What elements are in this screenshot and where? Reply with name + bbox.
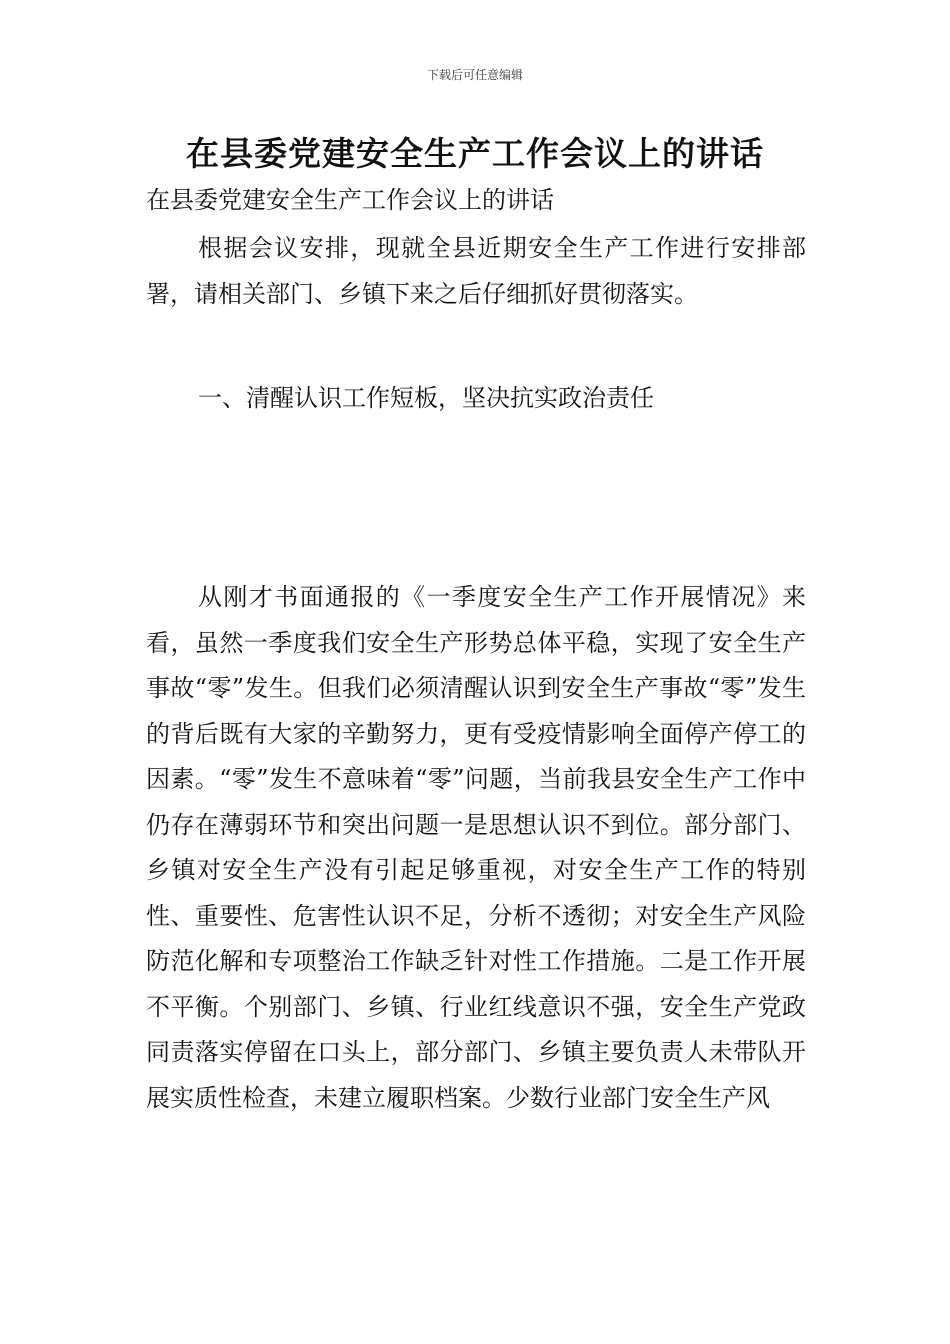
header-note: 下载后可任意编辑: [426, 68, 523, 82]
section-one-paragraph: 从刚才书面通报的《一季度安全生产工作开展情况》来看，虽然一季度我们安全生产形势总体平稳，实现了安全生产事故“零”发生。但我们必须清醒认识到安全生产事故“零”发生的背后既有大家的辛勤努力，更有受疫情影响全面停产停工的因素。“零”发生不意味着“零”问题，当前我县安全生产工作中仍存在薄弱环节和突出问题一是思想认识不到位。部分部门、乡镇对安全生产没有引起足够重视，对安全生产工作的特别性、重要性、危害性认识不足，分析不透彻；对安全生产风险防范化解和专项整治工作缺乏针对性工作措施。二是工作开展不平衡。个别部门、乡镇、行业红线意识不强，安全生产党政同责落实停留在口头上，部分部门、乡镇主要负责人未带队开展实质性检查，未建立履职档案。少数行业部门安全生产风: [146, 583, 806, 1112]
section-one-heading: 一、清醒认识工作短板，坚决抗实政治责任: [198, 384, 654, 412]
intro-paragraph: 根据会议安排，现就全县近期安全生产工作进行安排部署，请相关部门、乡镇下来之后仔细抓好贯彻落实。: [146, 234, 806, 308]
document-subtitle: 在县委党建安全生产工作会议上的讲话: [146, 186, 554, 214]
document-title: 在县委党建安全生产工作会议上的讲话: [186, 134, 764, 173]
